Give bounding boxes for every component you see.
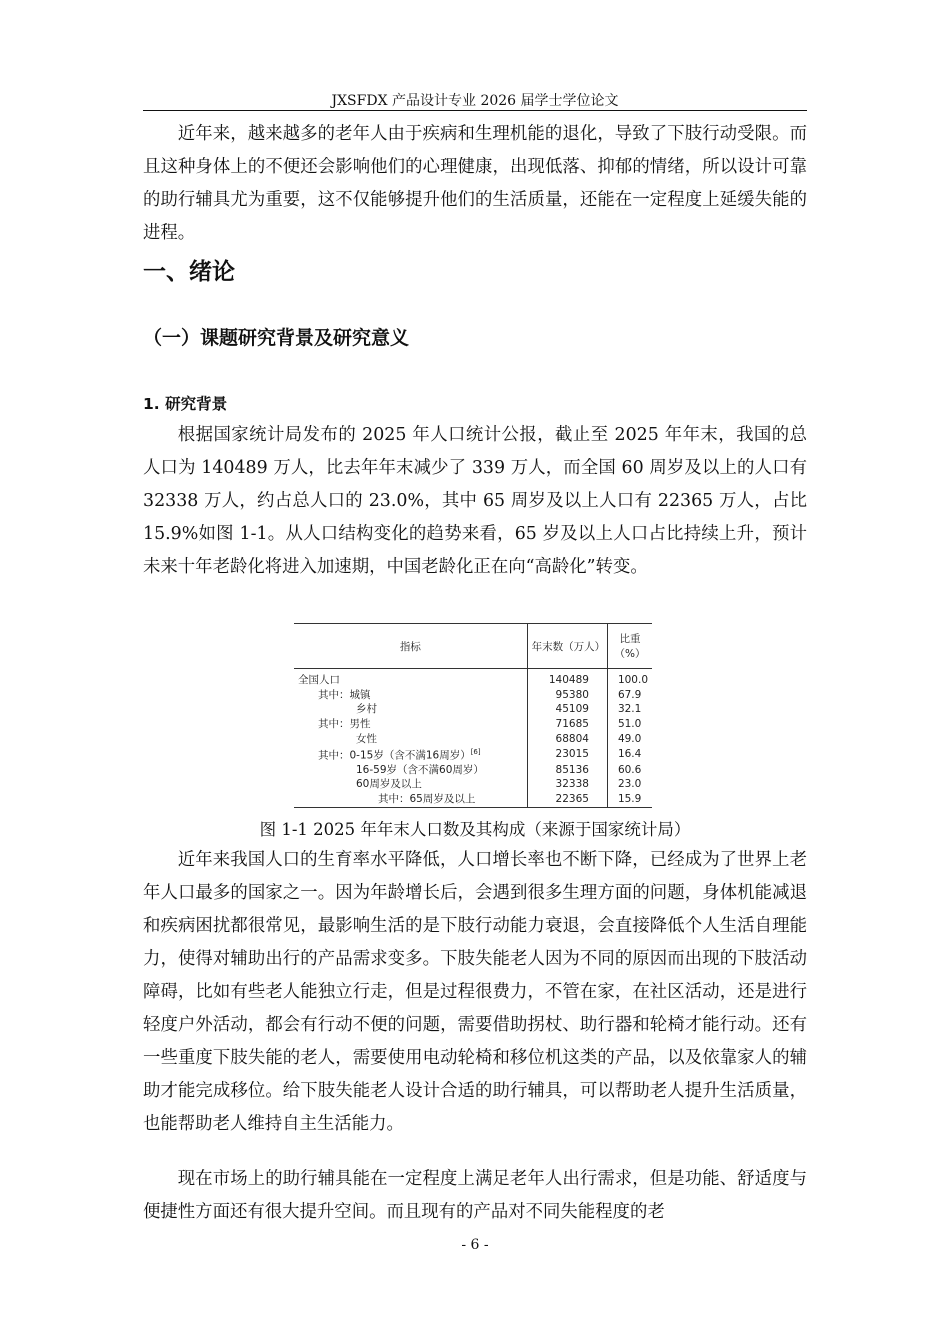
table-header-row <box>294 624 652 669</box>
background-paragraph-2: 近年来我国人口的生育率水平降低，人口增长率也不断下降，已经成为了世界上老年人口最多的国家之一。因为年龄增长后，会遇到很多生理方面的问题，身体机能减退和疾病困扰都很常见，最影响生活的是下肢行动能力衰退，会直接降低个人生活自理能力，使得对辅助出行的产品需求变多。下肢失能老人因为不同的原因而出现的下肢活动障碍，比如有些老人能独立行走，但是过程很费力，不管在家，在社区活动，还是进行轻度户外活动，都会有行动不便的问题，需要借助拐杖、助行器和轮椅才能行动。还有一些重度下肢失能的老人，需要使用电动轮椅和移位机这类的产品，以及依靠家人的辅助才能完成移位。给下肢失能老人设计合适的助行辅具，可以帮助老人提升生活质量，也能帮助老人维持自主生活能力。 <box>143 850 807 1134</box>
row-label: 其中：男性 <box>294 717 527 732</box>
row-label: 女性 <box>294 732 527 747</box>
table-row <box>294 792 652 807</box>
row-share: 67.9 <box>617 688 642 701</box>
page-number: - 6 - <box>461 1237 489 1253</box>
table-row <box>294 717 652 732</box>
row-value: 68804 <box>527 732 607 747</box>
row-value: 95380 <box>527 688 607 703</box>
table-row <box>294 778 652 793</box>
row-label: 其中：65周岁及以上 <box>294 792 527 807</box>
section-heading: （一）课题研究背景及研究意义 <box>143 327 410 349</box>
intro-paragraph: 近年来，越来越多的老年人由于疾病和生理机能的退化，导致了下肢行动受限。而且这种身体上的不便还会影响他们的心理健康，出现低落、抑郁的情绪，所以设计可靠的助行辅具尤为重要，这不仅能够提升他们的生活质量，还能在一定程度上延缓失能的进程。 <box>143 124 807 243</box>
row-share: 16.4 <box>617 748 642 761</box>
background-paragraph-3: 现在市场上的助行辅具能在一定程度上满足老年人出行需求，但是功能、舒适度与便捷性方面还有很大提升空间。而且现有的产品对不同失能程度的老 <box>143 1169 807 1222</box>
row-share: 32.1 <box>617 703 642 716</box>
row-value: 32338 <box>527 778 607 793</box>
footnote-marker: [6] <box>470 748 481 757</box>
row-share: 15.9 <box>607 792 652 807</box>
population-table-figure <box>294 623 652 806</box>
row-value: 45109 <box>527 702 607 717</box>
row-value: 85136 <box>527 763 607 778</box>
table-row <box>294 669 652 688</box>
row-value: 22365 <box>527 792 607 807</box>
row-label: 16-59岁（含不满60周岁） <box>294 763 527 778</box>
subsection-heading: 1. 研究背景 <box>143 395 228 413</box>
figure-caption: 图 1-1 2025 年年末人口数及其构成（来源于国家统计局） <box>259 820 691 839</box>
row-share: 49.0 <box>617 732 642 745</box>
table-row <box>294 702 652 717</box>
row-label: 其中：城镇 <box>294 688 527 703</box>
table-row <box>294 688 652 703</box>
column-header-count: 年末数（万人） <box>527 624 607 669</box>
row-value: 71685 <box>527 717 607 732</box>
row-label: 60周岁及以上 <box>294 778 527 793</box>
row-label: 乡村 <box>294 702 527 717</box>
row-label: 其中：0-15岁（含不满16周岁） <box>318 749 471 762</box>
row-label-with-note <box>294 746 527 763</box>
table-row <box>294 732 652 747</box>
running-header: JXSFDX 产品设计专业 2026 届学士学位论文 <box>331 93 619 109</box>
row-value: 140489 <box>527 669 607 688</box>
row-share: 51.0 <box>617 717 642 730</box>
header-rule <box>143 110 807 111</box>
background-paragraph-1: 根据国家统计局发布的 2025 年人口统计公报，截止至 2025 年年末，我国的总人口为 140489 万人，比去年年末减少了 339 万人，而全国 60 周岁及以上的人口有 32338 万人，约占总人口的 23.0%，其中 65 周岁及以上人口有 22365 万人，占比 15.9%如图 1-1。从人口结构变化的趋势来看，65 岁及以上人口占比持续上升，预计未来十年老龄化将进入加速期，中国老龄化正在向“高龄化”转变。 <box>143 425 807 577</box>
column-header-indicator: 指标 <box>294 624 527 669</box>
row-share: 60.6 <box>617 763 642 776</box>
table-row <box>294 763 652 778</box>
table-row <box>294 746 652 763</box>
column-header-share: 比重（%） <box>607 624 652 669</box>
population-table <box>294 623 652 808</box>
row-label: 全国人口 <box>294 669 527 688</box>
row-share: 23.0 <box>617 778 642 791</box>
row-share: 100.0 <box>617 673 648 686</box>
row-value: 23015 <box>527 746 607 763</box>
chapter-heading: 一、绪论 <box>143 259 235 285</box>
